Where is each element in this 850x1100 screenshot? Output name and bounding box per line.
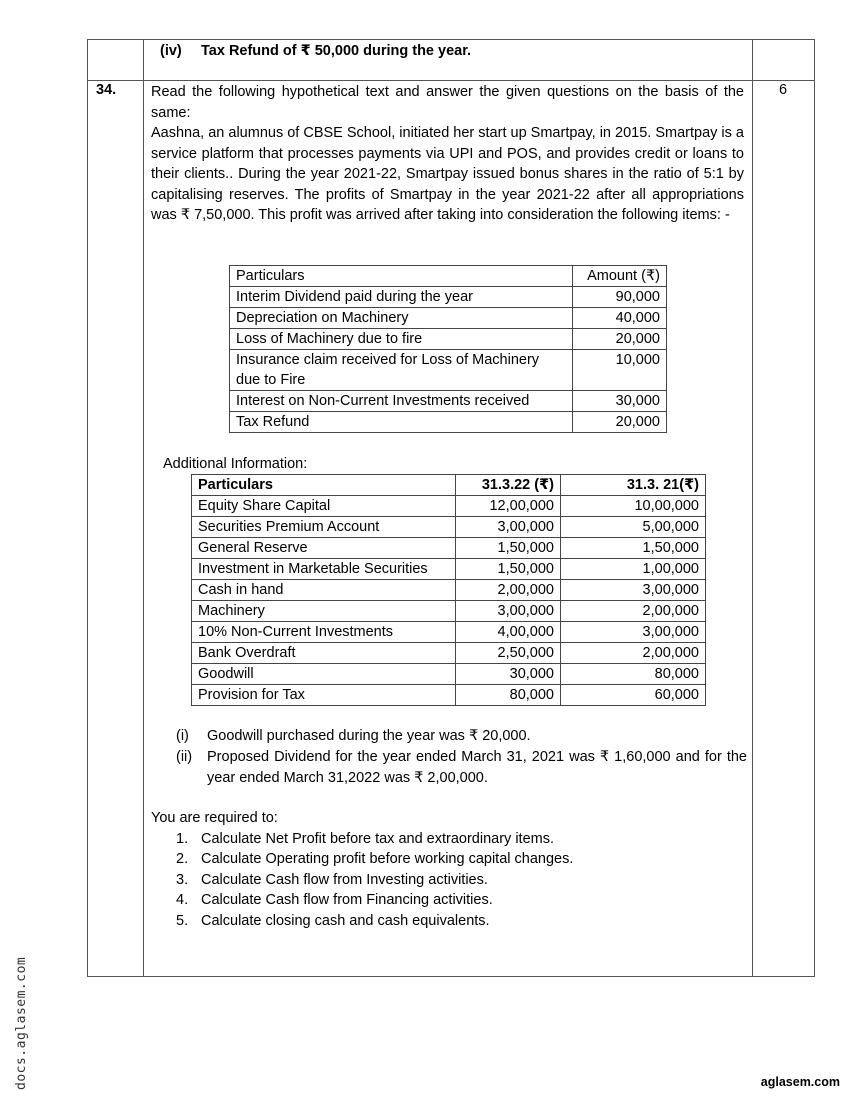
cell: 40,000 (573, 308, 667, 329)
additional-info-title: Additional Information: (163, 456, 308, 472)
table-row (230, 412, 667, 433)
column-divider (752, 39, 753, 977)
table-header-row (192, 475, 706, 496)
cell: 1,50,000 (456, 538, 561, 559)
table-row (192, 517, 706, 538)
cell: 20,000 (573, 329, 667, 350)
list-item: Calculate Cash flow from Financing activities. (201, 892, 493, 908)
cell: 12,00,000 (456, 496, 561, 517)
cell: 1,00,000 (561, 559, 706, 580)
cell: Insurance claim received for Loss of Machinery due to Fire (230, 350, 573, 391)
question-intro: Read the following hypothetical text and answer the given questions on the basis of the same: (151, 84, 744, 121)
table-row (192, 580, 706, 601)
note-text: Goodwill purchased during the year was ₹ 20,000. (207, 728, 531, 744)
table-row (230, 329, 667, 350)
cell: 2,00,000 (561, 643, 706, 664)
cell: 60,000 (561, 685, 706, 706)
cell: 2,00,000 (561, 601, 706, 622)
list-item: Calculate closing cash and cash equivalents. (201, 913, 490, 929)
cell: 1,50,000 (456, 559, 561, 580)
table-row (192, 643, 706, 664)
header-cell: 31.3.22 (₹) (456, 475, 561, 496)
question-marks: 6 (779, 82, 788, 98)
cell: 10,00,000 (561, 496, 706, 517)
question-passage: Aashna, an alumnus of CBSE School, initiated her start up Smartpay, in 2015. Smartpay is a service platform that processes payments via UPI and POS, and provides credit or loans to their clients.. During the year 2021-22, Smartpay issued bonus shares in the ratio of 5:1 by capitalising reserves. The profits of Smartpay in the year 2021-22 after all appropriations was ₹ 7,50,000. This profit was arrived after taking into consideration the following items: - (151, 125, 744, 223)
list-item: Calculate Net Profit before tax and extraordinary items. (201, 831, 554, 847)
table-row (192, 538, 706, 559)
cell: Interest on Non-Current Investments received (230, 391, 573, 412)
cell: Interim Dividend paid during the year (230, 287, 573, 308)
prev-row-text: Tax Refund of ₹ 50,000 during the year. (201, 43, 472, 59)
note-label: (ii) (176, 749, 193, 765)
header-cell: Particulars (192, 475, 456, 496)
note-text: Proposed Dividend for the year ended March 31, 2021 was ₹ 1,60,000 and for the year ended March 31,2022 was ₹ 2,00,000. (207, 749, 747, 786)
header-cell: 31.3. 21(₹) (561, 475, 706, 496)
cell: 4,00,000 (456, 622, 561, 643)
requirements-title: You are required to: (151, 810, 278, 826)
note-label: (i) (176, 728, 189, 744)
cell: Goodwill (192, 664, 456, 685)
prev-row-label: (iv) (160, 43, 182, 59)
cell: General Reserve (192, 538, 456, 559)
table-row (192, 622, 706, 643)
cell: 80,000 (456, 685, 561, 706)
cell: Investment in Marketable Securities (192, 559, 456, 580)
cell: Depreciation on Machinery (230, 308, 573, 329)
header-cell: Particulars (230, 266, 573, 287)
cell: 2,50,000 (456, 643, 561, 664)
cell: 5,00,000 (561, 517, 706, 538)
cell: Cash in hand (192, 580, 456, 601)
brand-link[interactable]: aglasem.com (760, 1075, 840, 1089)
cell: 80,000 (561, 664, 706, 685)
list-item: Calculate Cash flow from Investing activities. (201, 872, 488, 888)
table-row (230, 287, 667, 308)
cell: 2,00,000 (456, 580, 561, 601)
table-row (192, 496, 706, 517)
table-row (192, 685, 706, 706)
cell: Provision for Tax (192, 685, 456, 706)
cell: 20,000 (573, 412, 667, 433)
list-item-label: 1. (176, 831, 189, 847)
question-number: 34. (96, 82, 117, 98)
column-divider (143, 39, 144, 977)
cell: 3,00,000 (561, 580, 706, 601)
list-item-label: 5. (176, 913, 189, 929)
table-header-row (230, 266, 667, 287)
table-row (192, 559, 706, 580)
table-row (230, 308, 667, 329)
list-item-label: 3. (176, 872, 189, 888)
cell: Tax Refund (230, 412, 573, 433)
cell: Equity Share Capital (192, 496, 456, 517)
cell: 1,50,000 (561, 538, 706, 559)
cell: 10% Non-Current Investments (192, 622, 456, 643)
cell: Bank Overdraft (192, 643, 456, 664)
cell: Machinery (192, 601, 456, 622)
cell: 90,000 (573, 287, 667, 308)
question-text (151, 82, 744, 226)
additional-info-table (191, 474, 706, 706)
cell: Securities Premium Account (192, 517, 456, 538)
table-row (230, 350, 667, 391)
table-row (192, 664, 706, 685)
cell: Loss of Machinery due to fire (230, 329, 573, 350)
list-item-label: 4. (176, 892, 189, 908)
table-row (192, 601, 706, 622)
header-cell: Amount (₹) (573, 266, 667, 287)
row-divider (87, 80, 815, 81)
cell: 30,000 (573, 391, 667, 412)
cell: 3,00,000 (561, 622, 706, 643)
table-row (230, 391, 667, 412)
cell: 3,00,000 (456, 517, 561, 538)
list-item: Calculate Operating profit before working capital changes. (201, 851, 574, 867)
cell: 30,000 (456, 664, 561, 685)
cell: 10,000 (573, 350, 667, 391)
watermark-text: docs.aglasem.com (14, 956, 29, 1090)
list-item-label: 2. (176, 851, 189, 867)
cell: 3,00,000 (456, 601, 561, 622)
items-table (229, 265, 667, 433)
